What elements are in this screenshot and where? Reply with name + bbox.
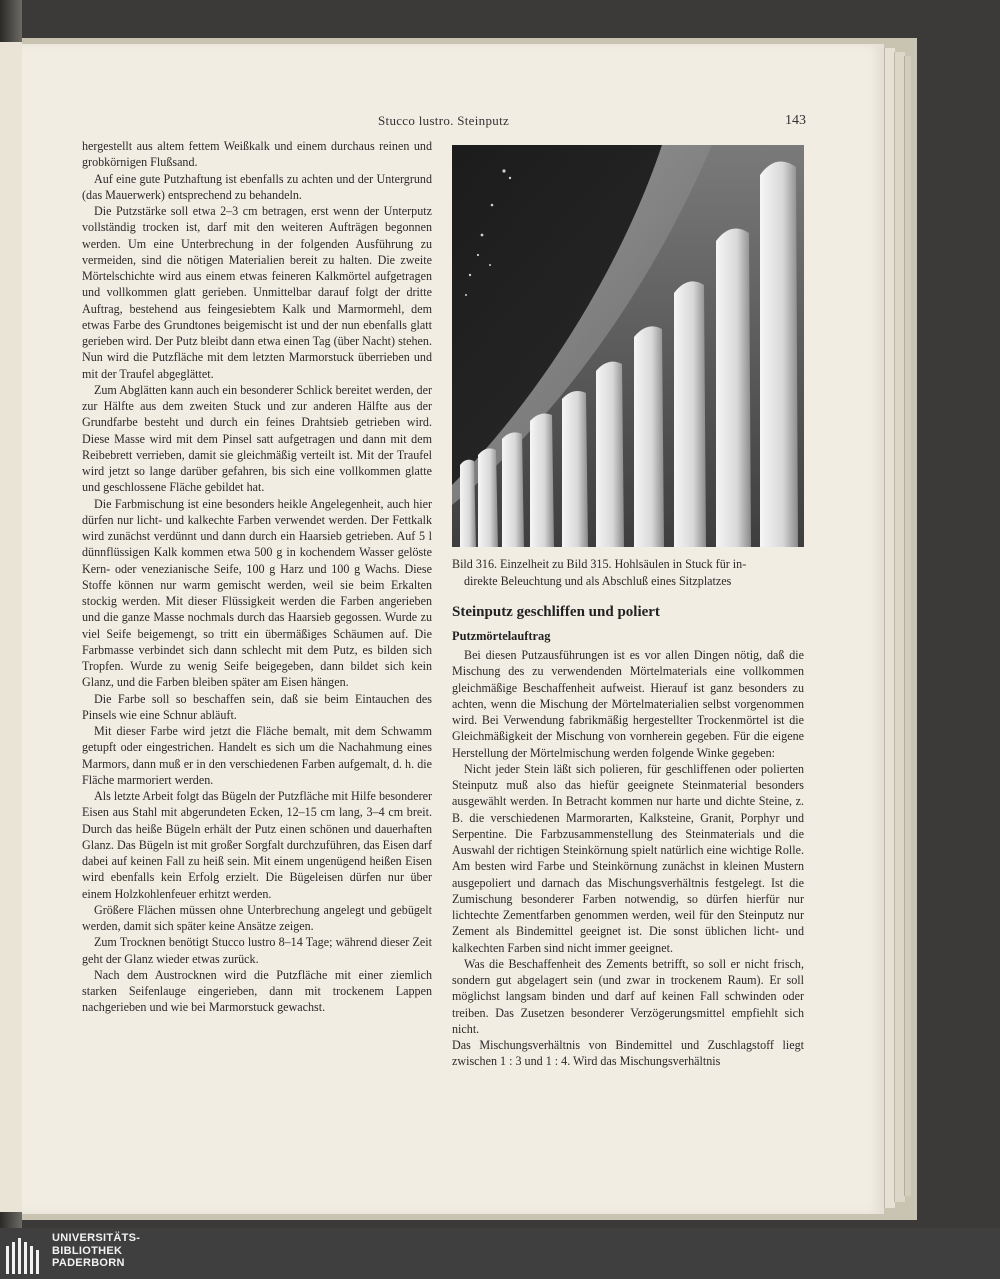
photo-hollow-columns [452, 145, 804, 547]
library-name-line: BIBLIOTHEK [52, 1244, 123, 1257]
library-logo-icon [6, 1236, 46, 1274]
page-stack-edge [904, 56, 911, 1196]
caption-line: direkte Beleuchtung und als Abschluß eines Sitzplatzes [464, 573, 732, 588]
paragraph: Zum Abglätten kann auch ein besonderer Schlick bereitet werden, der zur Hälfte aus dem zweiten Stuck und zur anderen Hälfte aus der Grundfarbe besteht und durch ein feines Drahtsieb getrieben wird. Diese Masse wird mit dem Pinsel satt aufgetragen und dann mit dem Reibebrett verrieben, damit sie gleichmäßig verteilt ist. Mit der Traufel wird jetzt so lange darüber gefahren, bis sich eine vollkommen glatte und geschlossene Fläche gebildet hat. [82, 382, 432, 495]
library-footer-bar [0, 1228, 1000, 1279]
caption-line: Bild 316. Einzelheit zu Bild 315. Hohlsäulen in Stuck für in- [452, 557, 747, 571]
paragraph: Die Putzstärke soll etwa 2–3 cm betragen, erst wenn der Unterputz vollständig trocken ist, darf mit den weiteren Aufträgen begonnen werden. Um eine Unterbrechung in der folgenden Ausführung zu vermeiden, sind die nötigen Materialien bereit zu halten. Die zweite Mörtelschichte wird aus einem etwas feineren Kalkmörtel aufgetragen und vollkommen glatt gerieben. Unmittelbar darauf folgt der dritte Auftrag, bestehend aus feingesiebtem Kalk und Marmormehl, dem etwas Farbe des Grundtones beigemischt ist und der nun ebenfalls glatt gerieben wird. Der Putz bleibt dann etwa einen Tag (über Nacht) stehen. Nun wird die Putzfläche mit dem letzten Marmorstuck überrieben und mit der Traufel abgeglättet. [82, 204, 432, 381]
paragraph: hergestellt aus altem fettem Weißkalk und einem durchaus reinen und grobkörnigen Flußsand. [82, 139, 432, 170]
paragraph: Mit dieser Farbe wird jetzt die Fläche bemalt, mit dem Schwamm getupft oder eingestrichen. Handelt es sich um die Nachahmung eines Marmors, dann muß er in den verschiedenen Farben aufgemalt, d. h. die Fläche marmoriert werden. [82, 724, 432, 787]
library-name-line: UNIVERSITÄTS- [52, 1232, 141, 1244]
section-heading: Steinputz geschliffen und poliert [452, 604, 660, 620]
paragraph: Was die Beschaffenheit des Zements betrifft, so soll er nicht frisch, sondern gut abgelagert sein (und zwar in trockenem Raum). Er soll möglichst langsam binden und darf auf keinen Fall schwinden oder treiben. Das Zusetzen besonderer Verzögerungsmittel empfiehlt sich nicht. [452, 956, 804, 1036]
paragraph: Nach dem Austrocknen wird die Putzfläche mit einer ziemlich starken Seifenlauge eingerieben, dann mit trockenem Lappen nachgerieben und wie bei Marmorstuck gewachst. [82, 967, 432, 1015]
paragraph: Die Farbmischung ist eine besonders heikle Angelegenheit, auch hier dürfen nur licht- und kalkechte Farben verwendet werden. Der Fettkalk wird zunächst verdünnt und dann durch ein Haarsieb getrieben. Auf 5 l dünnflüssigen Kalk kommen etwa 500 g in kochendem Wasser gelöste Kern- oder venezianische Seife, 100 g Harz und 100 g Wachs. Diese Stoffe können nur warm gemischt werden, weil sie beim Erkalten stockig werden. Mit dieser Flüssigkeit werden die Farben angerieben und die ganze Masse nochmals durch das Haarsieb gegossen. Wurde zu viel Seife beigemengt, so tritt ein übermäßiges Schäumen auf. Die Farbmasse verbindet sich dann schlecht mit dem Putz, es bilden sich Tropfen. Wurde zu wenig Seife beigegeben, dann bildet sich kein Glanz, und die Farben bleiben später am Eisen hängen. [82, 496, 432, 690]
subsection-heading: Putzmörtelauftrag [452, 629, 551, 643]
running-title: Stucco lustro. Steinputz [378, 113, 510, 128]
paragraph: Als letzte Arbeit folgt das Bügeln der Putzfläche mit Hilfe besonderer Eisen aus Stahl mit abgerundeten Ecken, 12–15 cm lang, 3–4 cm breit. Durch das heiße Bügeln erhält der Putz einen schönen und dauerhaften Glanz. Das Bügeln ist mit großer Sorgfalt durchzuführen, das Eisen darf dabei auf keinen Fall zu heiß sein. Mit einem ungenügend heißen Eisen wird ebenfalls kein Erfolg erzielt. Die Bügeleisen dürfen nur über einem Holzkohlenfeuer erhitzt werden. [82, 789, 432, 901]
paragraph: Das Mischungsverhältnis von Bindemittel und Zuschlagstoff liegt zwischen 1 : 3 und 1 : 4. Wird das Mischungsverhältnis [452, 1038, 804, 1069]
left-text-column [82, 138, 432, 1016]
figure-caption [452, 556, 804, 589]
library-name-line: PADERBORN [52, 1257, 125, 1269]
right-text-column [452, 647, 804, 1070]
paragraph: Größere Flächen müssen ohne Unterbrechung angelegt und gebügelt werden, damit sich später keine Ansätze zeigen. [82, 902, 432, 933]
library-name [52, 1232, 140, 1270]
paragraph: Bei diesen Putzausführungen ist es vor allen Dingen nötig, daß die Mischung des zu verwendenden Mörtelmaterials eine vollkommen gleichmäßige Beschaffenheit aufweist. Hierauf ist ganz besonders zu achten, wenn die Mischung der Mörtelmaterialien selbst vorgenommen wird. Bei Verwendung fabrikmäßig hergestellter Trockenmörtel ist die Gleichmäßigkeit der Mischung von vornherein gegeben. Für die eigene Herstellung der Mörtelmischung werden folgende Winke gegeben: [452, 648, 804, 760]
paragraph: Auf eine gute Putzhaftung ist ebenfalls zu achten und der Untergrund (das Mauerwerk) entsprechend zu behandeln. [82, 171, 432, 202]
facing-page-edge [0, 42, 23, 1212]
paragraph: Nicht jeder Stein läßt sich polieren, für geschliffenen oder polierten Steinputz muß also das hiefür geeignete Steinmaterial besonders ausgewählt werden. In Betracht kommen nur harte und dichte Steine, z. B. die verschiedenen Marmorarten, Kalksteine, Granit, Porphyr und Serpentine. Die Farbzusammenstellung des Steinmaterials und die Auswahl der richtigen Steinkörnung spielt natürlich eine wichtige Rolle. Am besten wird Farbe und Steinkörnung zunächst in kleinen Mustern ausgepoliert und darnach das Mischungsverhältnis festgelegt. Ist die Zumischung besonderer Farben notwendig, so dürfen hierfür nur lichtechte Zementfarben genommen werden, weil für den Steinputz nur Zement als Bindemittel geeignet ist. Die sonst üblichen licht- und kalkechten Farben sind nicht immer geeignet. [452, 761, 804, 955]
paragraph: Die Farbe soll so beschaffen sein, daß sie beim Eintauchen des Pinsels wie eine Schnur abläuft. [82, 691, 432, 722]
page-number: 143 [785, 113, 806, 128]
paragraph: Zum Trocknen benötigt Stucco lustro 8–14 Tage; während dieser Zeit geht der Glanz wieder etwas zurück. [82, 935, 432, 966]
